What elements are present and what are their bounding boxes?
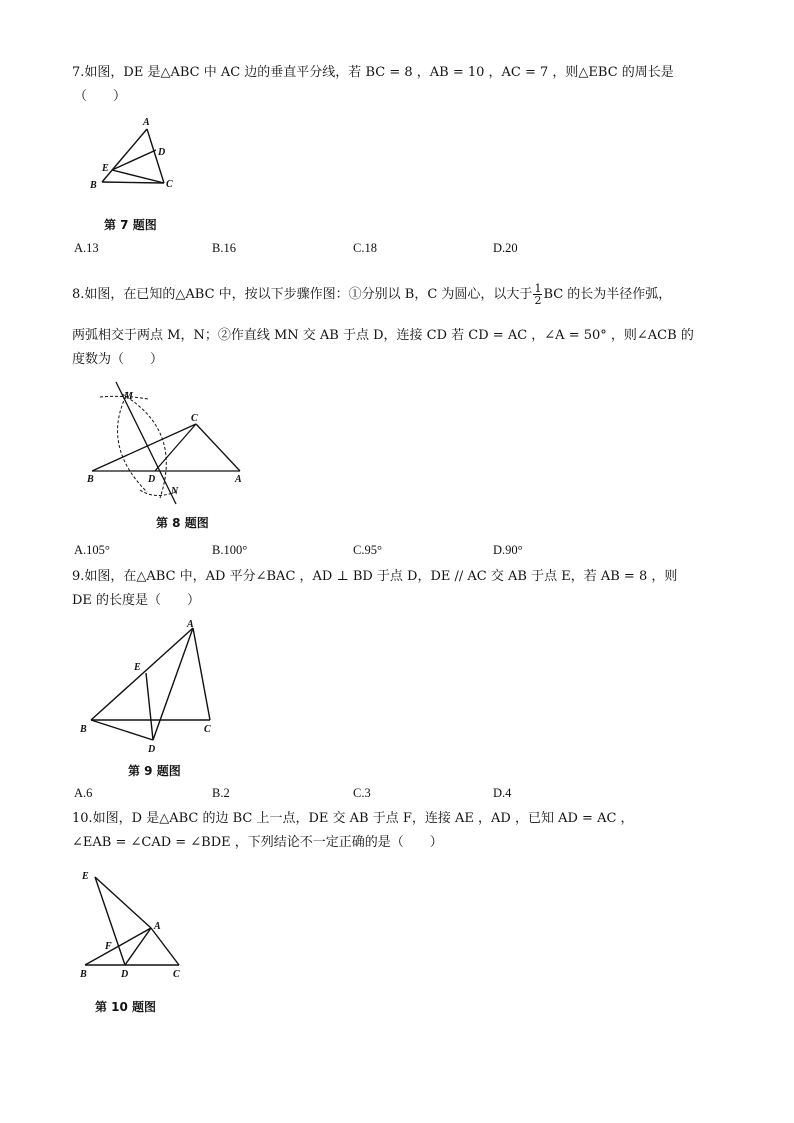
q7-option-b[interactable]: B.16 — [212, 241, 236, 255]
q8-fraction-numerator: 1 — [534, 282, 542, 295]
q8-option-a[interactable]: A.105° — [74, 543, 110, 557]
q9-option-d[interactable]: D.4 — [493, 786, 512, 800]
q8-stem-line1 — [72, 283, 671, 306]
q10-label-E: E — [82, 871, 89, 882]
q10-label-A: A — [154, 921, 161, 932]
q9-option-b[interactable]: B.2 — [212, 786, 230, 800]
q10-label-D: D — [121, 969, 129, 980]
q9-option-c[interactable]: C.3 — [353, 786, 371, 800]
q8-label-B: B — [87, 474, 94, 485]
q8-fraction-denominator: 2 — [534, 294, 542, 307]
q8-stem-line3: 度数为（ ） — [72, 352, 164, 367]
q10-label-B: B — [80, 969, 87, 980]
q7-label-A: A — [143, 117, 150, 128]
q10-stem-line1: 10.如图，D 是△ABC 的边 BC 上一点，DE 交 AB 于点 F，连接 AE ，AD ，已知 AD = AC ， — [72, 811, 634, 826]
q8-label-D: D — [148, 474, 156, 485]
q8-label-N: N — [171, 486, 179, 497]
q8-label-A: A — [235, 474, 242, 485]
q9-label-C: C — [204, 724, 211, 735]
q7-stem-line1: 7.如图，DE 是△ABC 中 AC 边的垂直平分线，若 BC = 8 ，AB = 10 ，AC = 7 ，则△EBC 的周长是 — [72, 65, 674, 80]
q10-caption: 第 10 题图 — [95, 1000, 157, 1014]
q9-label-D: D — [148, 744, 156, 755]
q7-label-D: D — [158, 147, 166, 158]
q7-label-B: B — [90, 180, 97, 191]
q8-option-d[interactable]: D.90° — [493, 543, 523, 557]
q9-stem-line1: 9.如图，在△ABC 中，AD 平分∠BAC ，AD ⊥ BD 于点 D，DE // AC 交 AB 于点 E，若 AB = 8 ，则 — [72, 569, 678, 584]
q7-option-c[interactable]: C.18 — [353, 241, 377, 255]
q9-label-B: B — [80, 724, 87, 735]
q7-caption: 第 7 题图 — [104, 218, 157, 232]
q8-stem-line1-post: BC 的长为半径作弧， — [543, 287, 672, 302]
q8-option-b[interactable]: B.100° — [212, 543, 248, 557]
q8-fraction — [533, 283, 542, 306]
q7-option-a[interactable]: A.13 — [74, 241, 99, 255]
q9-label-E: E — [134, 662, 141, 673]
q10-stem-line2: ∠EAB = ∠CAD = ∠BDE ，下列结论不一定正确的是（ ） — [72, 835, 443, 850]
q7-label-E: E — [102, 163, 109, 174]
q8-option-c[interactable]: C.95° — [353, 543, 382, 557]
q9-label-A: A — [187, 619, 194, 630]
q9-caption: 第 9 题图 — [128, 764, 181, 778]
q7-option-d[interactable]: D.20 — [493, 241, 518, 255]
q9-stem-line2: DE 的长度是（ ） — [72, 593, 201, 608]
q8-label-M: M — [124, 391, 133, 402]
q10-label-F: F — [105, 941, 112, 952]
q8-label-C: C — [191, 413, 198, 424]
q8-stem-line2: 两弧相交于两点 M，N；②作直线 MN 交 AB 于点 D，连接 CD 若 CD = AC ，∠A = 50° ，则∠ACB 的 — [72, 328, 694, 343]
q8-caption: 第 8 题图 — [156, 516, 209, 530]
q9-option-a[interactable]: A.6 — [74, 786, 93, 800]
q10-label-C: C — [173, 969, 180, 980]
q7-label-C: C — [166, 179, 173, 190]
q7-stem-line2: （ ） — [74, 89, 127, 104]
q8-stem-line1-pre: 8.如图，在已知的△ABC 中，按以下步骤作图：①分别以 B，C 为圆心，以大于 — [72, 287, 533, 302]
